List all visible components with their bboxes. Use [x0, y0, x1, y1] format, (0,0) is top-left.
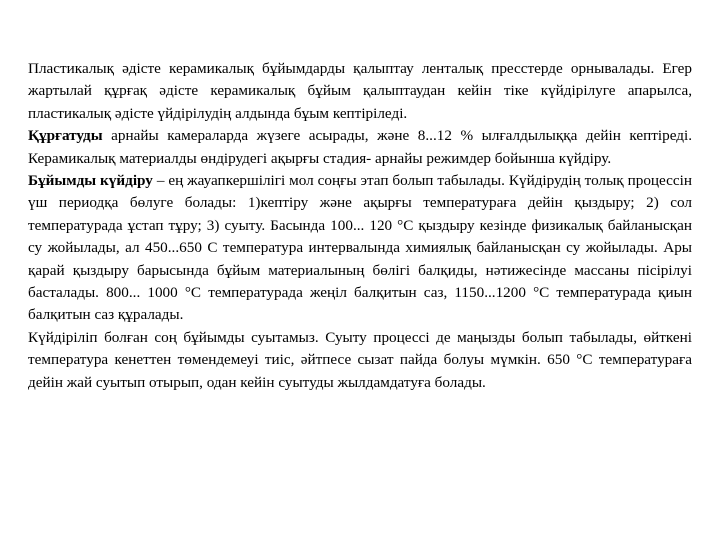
- paragraph-molding: [28, 58, 692, 125]
- paragraph-firing-bold: Бұйымды күйдіру: [28, 172, 153, 190]
- document-body: [28, 58, 692, 394]
- paragraph-drying-bold: Құрғатуды: [28, 127, 103, 145]
- paragraph-cooling: [28, 327, 692, 394]
- paragraph-cooling-text: Күйдіріліп болған соң бұйымды суытамыз. Суыту процессі де маңызды болып табылады, өйткені температура кенеттен төмендемеуі тиіс, әйтпесе сызат пайда болуы мүмкін. 650 °С температураға дейін жай суытып отырып, одан кейін суытуды жылдамдатуға болады.: [28, 328, 692, 391]
- paragraph-drying-text: арнайы камераларда жүзеге асырады, және 8...12 % ылғалдылыққа дейін кептіреді. Керамикалық материалды өндірудегі ақырғы стадия- арнайы режимдер бойынша күйдіру.: [28, 127, 692, 167]
- paragraph-firing-text: – ең жауапкершілігі мол соңғы этап болып табылады. Күйдірудің толық процессін үш периодқа бөлуге болады: 1)кептіру және ақырғы температураға дейін қыздыру; 2) сол температурада ұстап тұру; 3) суыту. Басында 100... 120 °С қыздыру кезінде физикалық байланысқан су жойылады, ал 450...650 С температура интервалында химиялық байланысқан су жойылады. Ары қарай қыздыру барысында бұйым материалының бөлігі балқиды, нәтижесінде массаны пісірілуі басталады. 800... 1000 °С температурада жеңіл балқитын саз, 1150...1200 °С температурада қиын балқитын саз құралады.: [28, 172, 692, 324]
- paragraph-drying: [28, 125, 692, 170]
- paragraph-firing: [28, 170, 692, 327]
- paragraph-molding-text: Пластикалық әдісте керамикалық бұйымдарды қалыптау ленталық пресстерде орнывалады. Егер жартылай құрғақ әдісте керамикалық бұйым қалыптаудан кейін тіке күйдірілуге апарылса, пластикалық әдісте үйдірілудің алдында бұым кептіріледі.: [28, 60, 692, 122]
